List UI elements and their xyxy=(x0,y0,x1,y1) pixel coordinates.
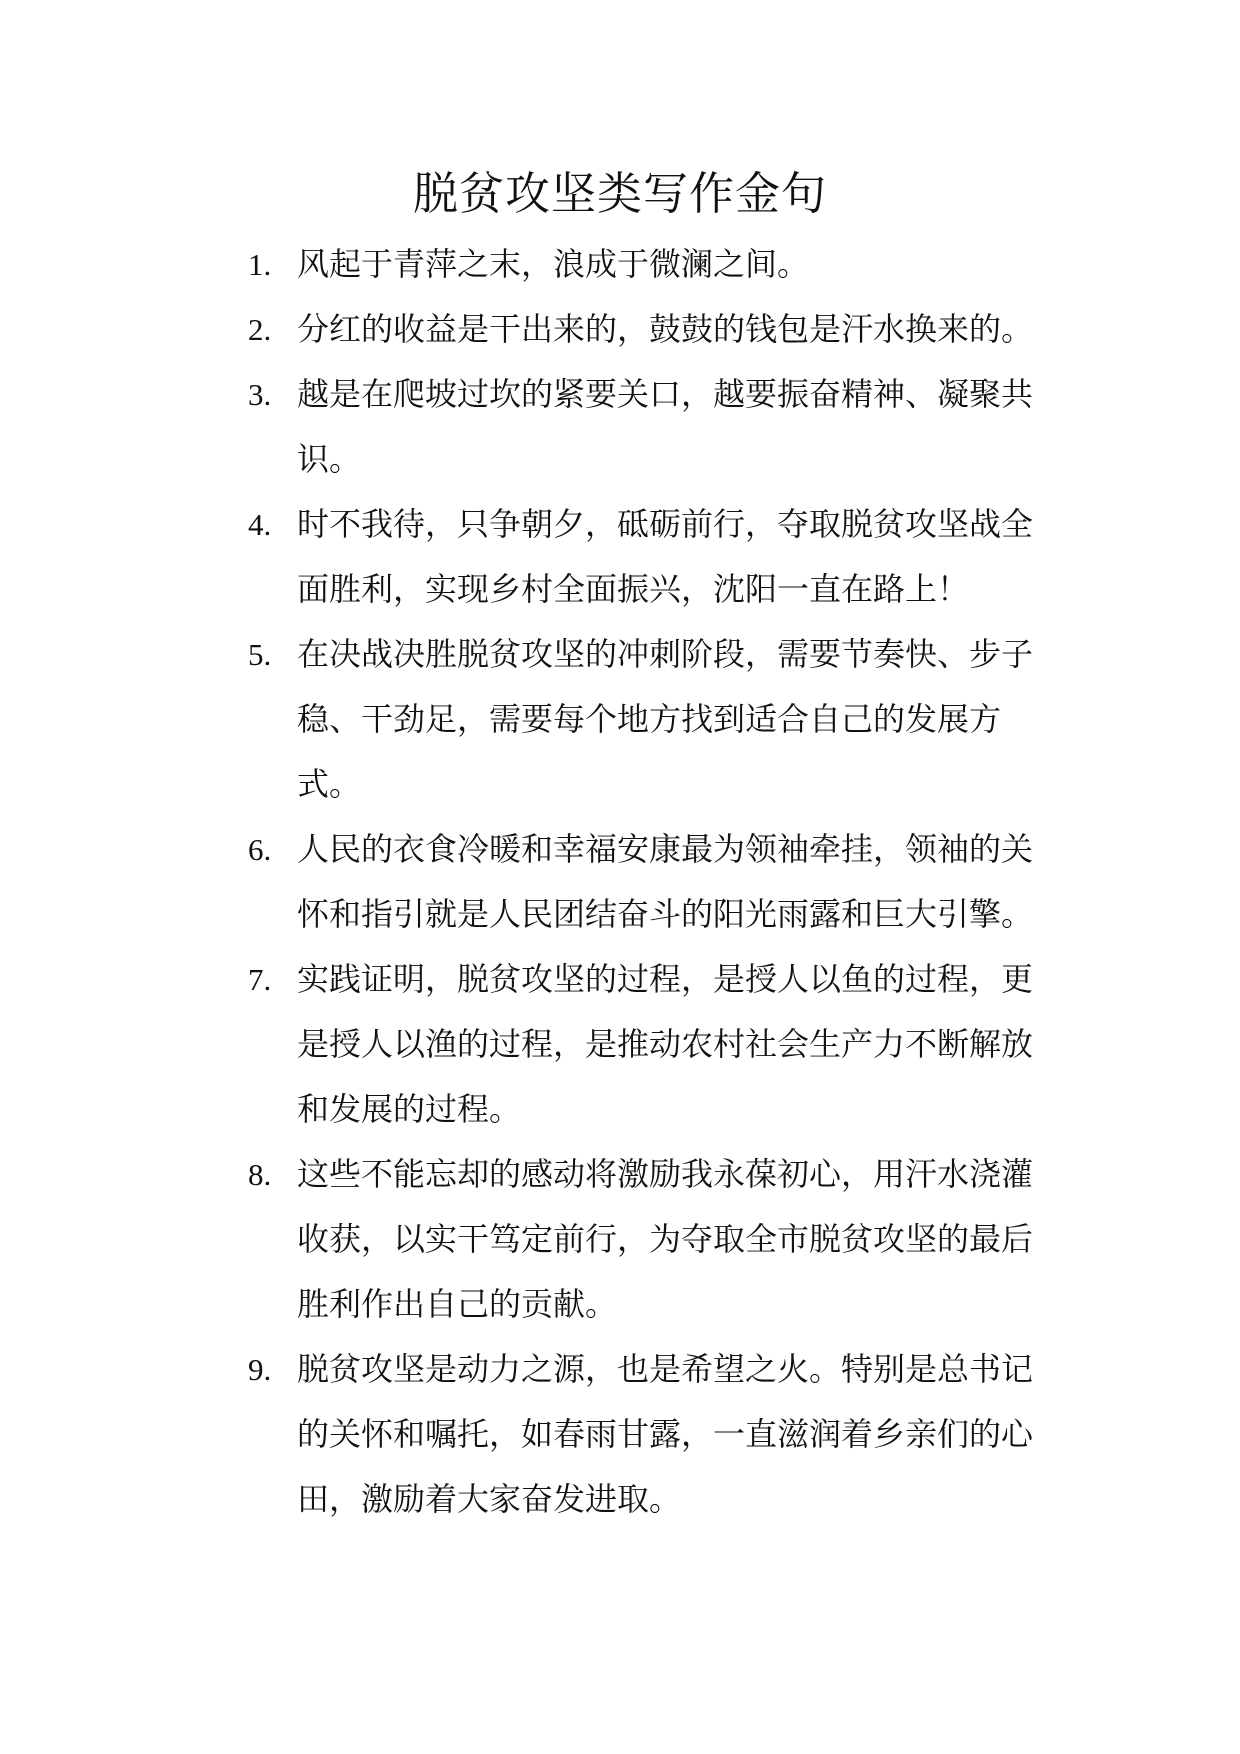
item-text: 实践证明，脱贫攻坚的过程，是授人以鱼的过程，更是授人以渔的过程，是推动农村社会生产力不断解放和发展的过程。 xyxy=(297,960,1034,1128)
list-item xyxy=(0,492,1240,622)
list-item xyxy=(0,1142,1240,1337)
list-item xyxy=(0,232,1240,297)
item-number: 1. xyxy=(248,247,272,282)
item-number: 4. xyxy=(248,507,272,542)
document-title: 脱贫攻坚类写作金句 xyxy=(412,167,827,220)
item-number: 9. xyxy=(248,1352,272,1387)
item-number: 6. xyxy=(248,832,272,867)
item-number: 2. xyxy=(248,312,272,347)
item-text: 这些不能忘却的感动将激励我永葆初心，用汗水浇灌收获，以实干笃定前行，为夺取全市脱贫攻坚的最后胜利作出自己的贡献。 xyxy=(297,1155,1034,1323)
quote-list xyxy=(0,232,1240,1532)
item-text: 越是在爬坡过坎的紧要关口，越要振奋精神、凝聚共识。 xyxy=(297,375,1034,478)
list-item xyxy=(0,622,1240,817)
item-text: 分红的收益是干出来的，鼓鼓的钱包是汗水换来的。 xyxy=(297,310,1034,348)
list-item xyxy=(0,1337,1240,1532)
item-text: 风起于青萍之末，浪成于微澜之间。 xyxy=(297,245,810,283)
item-text: 脱贫攻坚是动力之源，也是希望之火。特别是总书记的关怀和嘱托，如春雨甘露，一直滋润着乡亲们的心田，激励着大家奋发进取。 xyxy=(297,1350,1034,1518)
list-item xyxy=(0,362,1240,492)
item-number: 7. xyxy=(248,962,272,997)
item-number: 5. xyxy=(248,637,272,672)
item-number: 3. xyxy=(248,377,272,412)
list-item xyxy=(0,947,1240,1142)
list-item xyxy=(0,297,1240,362)
item-text: 人民的衣食冷暖和幸福安康最为领袖牵挂，领袖的关怀和指引就是人民团结奋斗的阳光雨露和巨大引擎。 xyxy=(297,830,1034,933)
list-item xyxy=(0,817,1240,947)
item-number: 8. xyxy=(248,1157,272,1192)
item-text: 在决战决胜脱贫攻坚的冲刺阶段，需要节奏快、步子稳、干劲足，需要每个地方找到适合自己的发展方式。 xyxy=(297,635,1034,803)
item-text: 时不我待，只争朝夕，砥砺前行，夺取脱贫攻坚战全面胜利，实现乡村全面振兴，沈阳一直在路上！ xyxy=(297,505,1034,608)
